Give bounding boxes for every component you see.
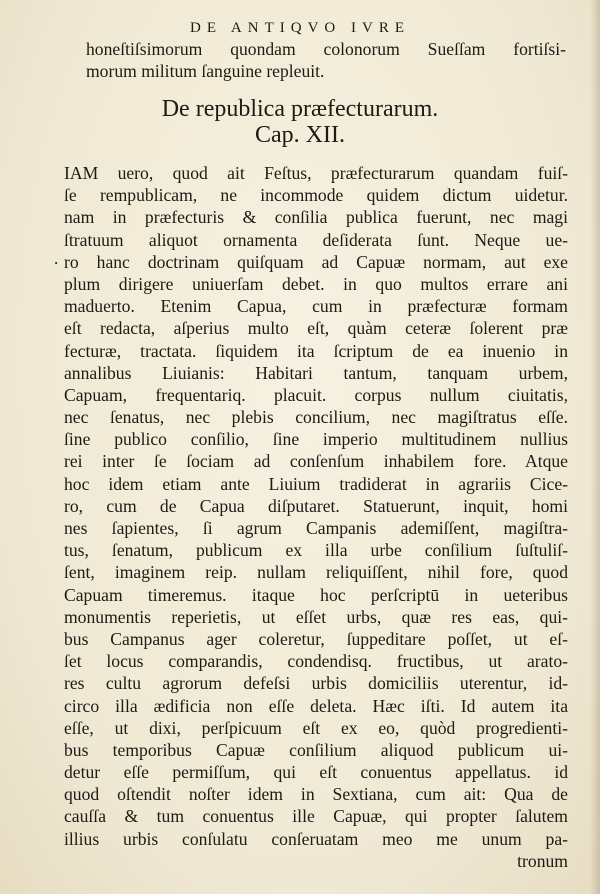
text-line: tus, ſenatum, publicum ex illa urbe conſilium ſuſtuliſ- — [64, 540, 568, 561]
text-line: fecturæ, tractata. ſiquidem ita ſcriptum de ea inuenio in — [64, 340, 568, 361]
text-line: morum militum ſanguine repleuit. — [86, 61, 325, 82]
text-line: maduerto. Etenim Capua, cum in præfecturæ formam — [64, 296, 568, 317]
chapter-body — [64, 162, 568, 872]
text-line: IAM uero, quod ait Feſtus, præfecturarum quandam fuiſ- — [64, 163, 568, 183]
text-line: Capuam, frequentariq. placuit. corpus nullum ciuitatis, — [64, 384, 568, 405]
text-line: eſſe, ut dixi, perſpicuum eſt ex eo, quòd progredienti- — [64, 717, 568, 738]
text-line: circo illa ædificia non eſſe deleta. Hæc iſti. Id autem ita — [64, 695, 568, 716]
text-line: nec ſenatus, nec plebis concilium, nec magiſtratus eſſe. — [64, 407, 568, 428]
text-line: eſt redacta, aſperius multo eſt, quàm ceteræ ſolerent præ — [64, 318, 568, 339]
margin-mark: . — [54, 249, 59, 268]
continuation-text — [86, 38, 566, 82]
text-line: tronum — [517, 850, 568, 871]
text-line: nam in præfecturis & conſilia publica fuerunt, nec magi — [64, 207, 568, 228]
text-line: ro hanc doctrinam quiſquam ad Capuæ normam, aut exe — [64, 251, 568, 272]
text-line: Capuam timeremus. itaque hoc perſcriptū in ueteribus — [64, 584, 568, 605]
running-head: DE ANTIQVO IVRE — [190, 20, 410, 36]
chapter-number: Cap. XII. — [255, 122, 345, 148]
chapter-title: De republica præfecturarum. — [161, 96, 439, 122]
text-line: hoc idem etiam ante Liuium tradiderat in agrariis Cice- — [64, 473, 568, 494]
text-line: monumentis reperietis, ut eſſet urbs, quæ res eas, qui- — [64, 606, 568, 627]
text-line: illius urbis conſulatu conſeruatam meo me unum pa- — [64, 828, 568, 849]
text-line: annalibus Liuianis: Habitari tantum, tanquam urbem, — [64, 362, 568, 383]
text-line: rei inter ſe ſociam ad conſenſum inhabilem fore. Atque — [64, 451, 568, 472]
text-line: bus Campanus ager coleretur, ſuppeditare poſſet, ut eſ- — [64, 628, 568, 649]
text-line: ſtratuum aliquot ornamenta deſiderata ſunt. Neque ue- — [64, 229, 568, 250]
text-line: res cultu agrorum defeſsi urbis domiciliis uterentur, id- — [64, 673, 568, 694]
text-line: ſine publico conſilio, ſine imperio multitudinem nullius — [64, 429, 568, 450]
text-line: honeſtiſsimorum quondam colonorum Sueſſam fortiſsi- — [86, 39, 566, 59]
text-line: nes ſapientes, ſi agrum Campanis ademiſſent, magiſtra- — [64, 518, 568, 538]
text-line: ro, cum de Capua diſputaret. Statuerunt, inquit, homi — [64, 495, 568, 516]
text-line: ſet locus comparandis, condendisq. fructibus, ut arato- — [64, 651, 568, 672]
text-line: plum dirigere uniuerſam debet. in quo multos errare ani — [64, 273, 568, 294]
text-line: bus temporibus Capuæ conſilium aliquod publicum ui- — [64, 739, 568, 760]
text-line: quod oſtendit noſter idem in Sextiana, cum ait: Qua de — [64, 784, 568, 805]
text-line: cauſſa & tum conuentus ille Capuæ, qui propter ſalutem — [64, 806, 568, 827]
text-line: ſe rempublicam, ne incommode quidem dictum uidetur. — [64, 185, 568, 206]
text-line: ſent, imaginem reip. nullam reliquiſſent, nihil fore, quod — [64, 562, 568, 583]
text-line: detur eſſe permiſſum, qui eſt conuentus appellatus. id — [64, 762, 568, 783]
